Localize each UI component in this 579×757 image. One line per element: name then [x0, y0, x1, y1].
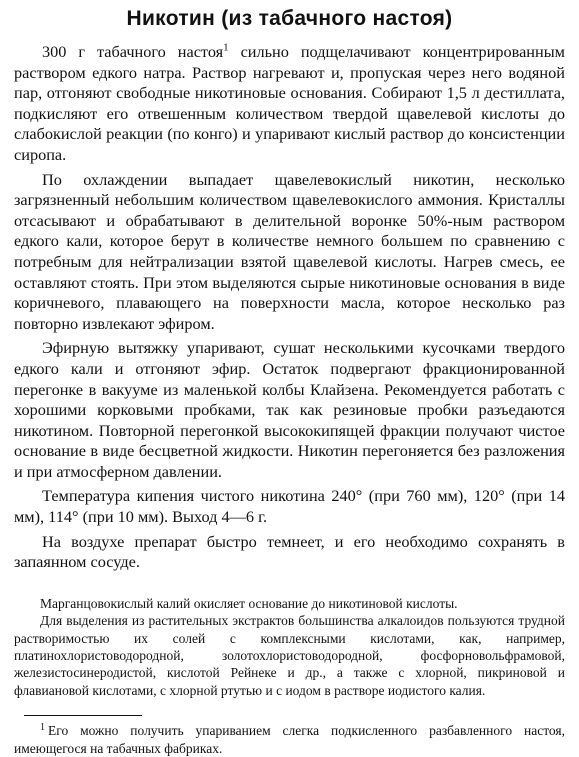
footnote-mark: 1: [40, 721, 45, 733]
note-line-1: Марганцовокислый калий окисляет основание до никотиновой кислоты.: [40, 595, 458, 611]
note-line-2: Для выделения из растительных экстрактов большинства алкалоидов пользуются трудной растворимостью их солей с комплексными кислотами, как, например, платинохлористоводородной, золотохлористоводородной, фосфорновольфрамовой, железистосинеродистой, кислотой Рейнеке и др., а также с хлорной, пикриновой и флавиановой кислотами, с хлорной ртутью и с иодом в растворе иодистого калия.: [14, 613, 565, 698]
paragraph-3: Эфирную вытяжку упаривают, сушат несколькими кусочками твердого едкого кали и отгоняют эфир. Остаток подвергают фракционированной перегонке в вакууме из маленькой колбы Клайзена. Рекомендуется работать с хорошими корковыми пробками, так как резиновые пробки разъедаются никотином. Повторной перегонкой высококипящей фракции получают чистое основание в виде бесцветной жидкости. Никотин перегоняется без разложения и при атмосферном давлении.: [14, 338, 565, 481]
paragraph-1: [14, 42, 565, 166]
footnote-text: Его можно получить упариванием слегка подкисленного разбавленного настоя, имеющегося на табачных фабриках.: [14, 723, 565, 756]
page-title: Никотин (из табачного настоя): [126, 7, 453, 30]
paragraph-4: Температура кипения чистого никотина 240° (при 760 мм), 120° (при 14 мм), 114° (при 10 мм). Выход 4—6 г.: [14, 486, 565, 527]
paragraph-5: На воздухе препарат быстро темнеет, и его необходимо сохранять в запаянном сосуде.: [14, 531, 565, 572]
main-text: [14, 42, 565, 573]
small-print-note: [14, 595, 565, 699]
footnote-reference: 1: [223, 41, 229, 54]
paragraph-2: По охлаждении выпадает щавелевокислый никотин, несколько загрязненный небольшим количеством щавелевокислого аммония. Кристаллы отсасывают и обрабатывают в делительной воронке 50%-ным раствором едкого кали, которое берут в количестве немного большем по сравнению с потребным для нейтрализации взятой щавелевой кислоты. Нагрев смесь, ее оставляют стоять. При этом выделяются сырые никотиновые основания в виде коричневого, плавающего на поверхности масла, которое несколько раз повторно извлекают эфиром.: [14, 169, 565, 333]
footnote: [14, 722, 565, 757]
paragraph-1-rest: сильно подщелачивают концентрированным раствором едкого натра. Раствор нагревают и, пропуская через него водяной пар, отгоняют свободные никотиновые основания. Собирают 1,5 л дестиллата, подкисляют его отвешенным количеством твердой щавелевой кислоты до слабокислой реакции (по конго) и упаривают кислый раствор до консистенции сиропа.: [14, 42, 565, 164]
paragraph-1-start: 300 г табачного настоя: [42, 42, 224, 61]
footnote-text-line: [14, 722, 565, 757]
footnote-divider: [24, 715, 142, 716]
